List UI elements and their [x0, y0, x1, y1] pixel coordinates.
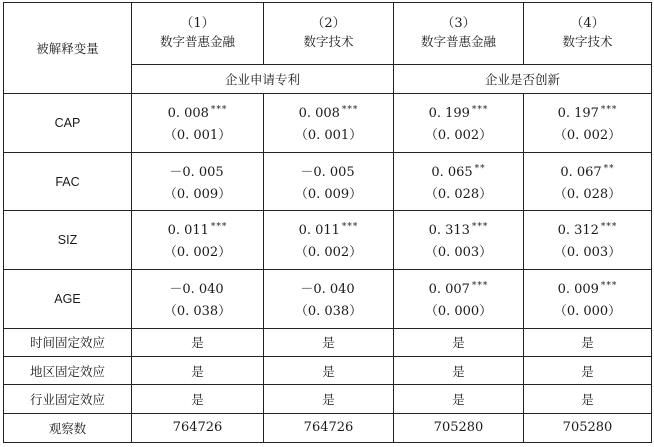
column-number: （4）: [570, 16, 605, 32]
coefficient-value: －0. 005: [169, 164, 224, 180]
fixed-effect-value: 是: [132, 385, 264, 413]
standard-error: （0. 028）: [553, 186, 622, 202]
fixed-effect-value: 是: [394, 328, 524, 356]
significance-stars: ***: [471, 104, 489, 115]
coefficient: [394, 275, 523, 301]
standard-error: （0. 002）: [163, 245, 232, 261]
fixed-effect-value: 是: [524, 328, 652, 356]
coefficient-cell: [132, 94, 264, 153]
fixed-effect-row: [4, 385, 652, 413]
standard-error: （0. 001）: [163, 127, 232, 143]
coefficient-cell: [132, 269, 264, 328]
column-name: 数字普惠金融: [159, 34, 235, 50]
fixed-effect-value: 是: [132, 356, 264, 384]
column-number: （3）: [441, 16, 476, 32]
fixed-effect-label: 地区固定效应: [4, 356, 132, 384]
coefficient: [524, 216, 651, 242]
variable-label: SIZ: [4, 211, 132, 270]
coefficient: [264, 275, 393, 301]
standard-error: （0. 003）: [553, 245, 622, 261]
coefficient: [524, 99, 651, 125]
column-name: 数字技术: [303, 34, 354, 50]
coefficient-value: 0. 197: [557, 105, 599, 121]
variable-row: [4, 211, 652, 270]
group-label: 企业是否创新: [394, 64, 652, 93]
observations-label: 观察数: [4, 413, 132, 442]
significance-stars: ***: [341, 104, 359, 115]
coefficient: [264, 158, 393, 184]
standard-error: （0. 000）: [553, 303, 622, 319]
column-name: 数字技术: [562, 34, 613, 50]
coefficient: [132, 275, 263, 301]
significance-stars: ***: [210, 222, 228, 233]
corner-label: 被解释变量: [4, 3, 132, 94]
column-header: [132, 3, 264, 65]
coefficient-cell: [524, 211, 652, 270]
variable-label: AGE: [4, 269, 132, 328]
coefficient-cell: [394, 211, 524, 270]
variable-label: FAC: [4, 152, 132, 211]
standard-error: （0. 001）: [294, 127, 363, 143]
standard-error: （0. 009）: [163, 186, 232, 202]
coefficient: [264, 216, 393, 242]
fixed-effect-value: 是: [264, 356, 394, 384]
column-header: [394, 3, 524, 65]
coefficient: [264, 99, 393, 125]
coefficient: [132, 99, 263, 125]
observations-value: 764726: [264, 413, 394, 442]
fixed-effect-value: 是: [524, 356, 652, 384]
standard-error: （0. 028）: [424, 186, 493, 202]
coefficient-cell: [394, 269, 524, 328]
coefficient: [394, 216, 523, 242]
standard-error: （0. 002）: [424, 127, 493, 143]
coefficient-cell: [132, 211, 264, 270]
coefficient-value: －0. 040: [300, 281, 355, 297]
coefficient-value: 0. 067: [560, 164, 602, 180]
variable-row: [4, 152, 652, 211]
coefficient-value: 0. 007: [428, 281, 470, 297]
coefficient-value: 0. 313: [428, 223, 470, 239]
standard-error: （0. 000）: [424, 303, 493, 319]
fixed-effect-value: 是: [132, 328, 264, 356]
fixed-effect-row: [4, 328, 652, 356]
table-body: [4, 3, 652, 443]
significance-stars: **: [603, 163, 615, 174]
coefficient-value: －0. 005: [300, 164, 355, 180]
coefficient-value: 0. 312: [557, 223, 599, 239]
coefficient-value: 0. 009: [557, 281, 599, 297]
header-row: [4, 3, 652, 65]
group-label: 企业申请专利: [132, 64, 394, 93]
fixed-effect-value: 是: [264, 328, 394, 356]
column-number: （1）: [180, 16, 215, 32]
coefficient: [132, 158, 263, 184]
standard-error: （0. 003）: [424, 245, 493, 261]
standard-error: （0. 038）: [163, 303, 232, 319]
observations-row: [4, 413, 652, 442]
significance-stars: ***: [210, 104, 228, 115]
fixed-effect-value: 是: [394, 385, 524, 413]
coefficient-cell: [524, 152, 652, 211]
coefficient-value: 0. 011: [167, 223, 209, 239]
coefficient-cell: [264, 152, 394, 211]
coefficient-cell: [264, 269, 394, 328]
significance-stars: ***: [600, 222, 618, 233]
coefficient-value: －0. 040: [169, 281, 224, 297]
coefficient-value: 0. 008: [298, 105, 340, 121]
observations-value: 764726: [132, 413, 264, 442]
fixed-effect-label: 行业固定效应: [4, 385, 132, 413]
coefficient-value: 0. 008: [167, 105, 209, 121]
coefficient: [524, 158, 651, 184]
column-header: [524, 3, 652, 65]
standard-error: （0. 009）: [294, 186, 363, 202]
coefficient-cell: [394, 152, 524, 211]
coefficient: [394, 99, 523, 125]
coefficient-cell: [524, 269, 652, 328]
column-number: （2）: [311, 16, 346, 32]
significance-stars: ***: [600, 104, 618, 115]
coefficient: [524, 275, 651, 301]
standard-error: （0. 038）: [294, 303, 363, 319]
significance-stars: ***: [471, 280, 489, 291]
coefficient-cell: [394, 94, 524, 153]
significance-stars: ***: [600, 280, 618, 291]
fixed-effect-value: 是: [264, 385, 394, 413]
coefficient-cell: [264, 94, 394, 153]
standard-error: （0. 002）: [294, 245, 363, 261]
regression-table: [3, 2, 652, 443]
coefficient: [132, 216, 263, 242]
observations-value: 705280: [394, 413, 524, 442]
column-name: 数字普惠金融: [420, 34, 496, 50]
coefficient: [394, 158, 523, 184]
coefficient-cell: [524, 94, 652, 153]
coefficient-value: 0. 011: [298, 223, 340, 239]
standard-error: （0. 002）: [553, 127, 622, 143]
fixed-effect-value: 是: [524, 385, 652, 413]
coefficient-value: 0. 199: [428, 105, 470, 121]
fixed-effect-value: 是: [394, 356, 524, 384]
variable-label: CAP: [4, 94, 132, 153]
significance-stars: **: [474, 163, 486, 174]
significance-stars: ***: [471, 222, 489, 233]
coefficient-cell: [264, 211, 394, 270]
column-header: [264, 3, 394, 65]
coefficient-cell: [132, 152, 264, 211]
fixed-effect-label: 时间固定效应: [4, 328, 132, 356]
significance-stars: ***: [341, 222, 359, 233]
variable-row: [4, 94, 652, 153]
coefficient-value: 0. 065: [431, 164, 473, 180]
variable-row: [4, 269, 652, 328]
fixed-effect-row: [4, 356, 652, 384]
observations-value: 705280: [524, 413, 652, 442]
